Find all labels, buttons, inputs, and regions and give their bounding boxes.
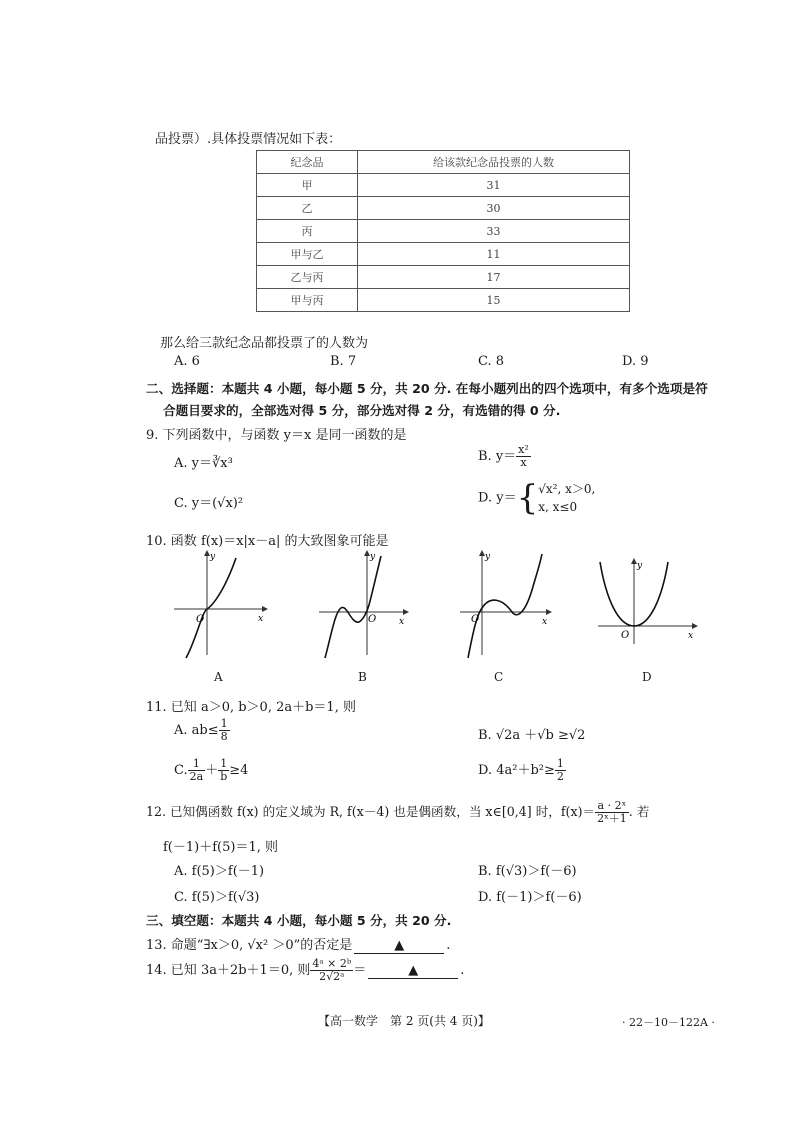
q9-d-case2: x, x≤0 <box>538 500 578 514</box>
q9-option-b <box>478 444 531 469</box>
q11-a-prefix: A. ab≤ <box>174 723 219 738</box>
q8-option-a: A. 6 <box>174 354 200 369</box>
graph-b <box>315 550 415 660</box>
graph-d-label: D <box>642 670 652 684</box>
triangle-marker-icon: ▲ <box>394 938 405 953</box>
q9-option-c: C. y＝(√x)² <box>174 496 244 511</box>
x-axis-label: x <box>399 617 405 627</box>
q11-stem: 11. 已知 a＞0, b＞0, 2a＋b＝1, 则 <box>146 700 356 715</box>
q8-option-b: B. 7 <box>330 354 357 369</box>
table-row <box>257 220 630 243</box>
table-row <box>257 174 630 197</box>
q13-text: 13. 命题“∃x＞0, √x² ＞0”的否定是 <box>146 938 353 953</box>
table-cell: 甲 <box>257 174 358 197</box>
graph-a <box>170 550 270 660</box>
q9-d-case1: √x², x＞0, <box>538 482 596 496</box>
q13 <box>146 934 450 954</box>
q14-num: 4ᵃ × 2ᵇ <box>312 957 352 970</box>
table-cell: 33 <box>358 220 630 243</box>
left-brace-icon: { <box>516 478 539 518</box>
q8-option-d: D. 9 <box>622 354 649 369</box>
q11-d-num: 1 <box>556 757 564 770</box>
q11-c-plus: ＋ <box>205 763 219 778</box>
origin-label: O <box>368 614 377 625</box>
graph-c-label: C <box>494 670 504 684</box>
q11-d-prefix: D. 4a²＋b²≥ <box>478 763 555 778</box>
q11-option-c <box>174 758 248 783</box>
q11-option-b: B. √2a ＋√b ≥√2 <box>478 728 586 743</box>
footer-page-info: 【高一数学 第 2 页(共 4 页)】 <box>318 1014 490 1028</box>
table-header: 给该款纪念品投票的人数 <box>358 151 630 174</box>
q14-den: 2√2ᵃ <box>319 970 345 983</box>
y-axis-label: y <box>637 561 643 571</box>
table-row <box>257 197 630 220</box>
q14-suffix: . <box>460 963 465 978</box>
table-header: 纪念品 <box>257 151 358 174</box>
q14-eq: ＝ <box>353 963 367 978</box>
table-cell: 17 <box>358 266 630 289</box>
table-header-row <box>257 151 630 174</box>
y-axis-label: y <box>485 552 491 562</box>
q11-a-num: 1 <box>220 717 228 730</box>
q11-d-den: 2 <box>556 770 564 783</box>
q11-a-den: 8 <box>220 730 228 743</box>
table-cell: 31 <box>358 174 630 197</box>
q12-den: 2ˣ＋1 <box>597 812 627 825</box>
q11-c-suffix: ≥4 <box>229 763 249 778</box>
x-axis-label: x <box>688 631 694 641</box>
origin-label: O <box>196 614 205 625</box>
table-cell: 丙 <box>257 220 358 243</box>
intro-line: 品投票）.具体投票情况如下表： <box>155 132 342 147</box>
q11-c-fraction1 <box>188 758 206 783</box>
footer-code: · 22－10－122A · <box>622 1016 715 1029</box>
graph-d <box>594 558 704 648</box>
function-curve <box>325 556 381 658</box>
q11-option-a <box>174 718 230 743</box>
q12-stem-text: 12. 已知偶函数 f(x) 的定义域为 R, f(x－4) 也是偶函数，当 x∈[0,4] 时，f(x)＝ <box>146 804 596 819</box>
q14-answer-blank[interactable] <box>368 963 458 979</box>
q11-c-fraction2 <box>218 758 229 783</box>
q11-c-num2: 1 <box>218 758 229 771</box>
x-axis-label: x <box>258 614 264 624</box>
q13-suffix: . <box>446 938 451 953</box>
origin-label: O <box>471 614 480 625</box>
q8-question: 那么给三款纪念品都投票了的人数为 <box>160 336 369 351</box>
q14 <box>146 958 464 983</box>
y-axis-label: y <box>210 552 216 562</box>
q11-c-den1: 2a <box>189 770 204 783</box>
q9-d-prefix: D. y＝ <box>478 490 517 506</box>
table-cell: 乙 <box>257 197 358 220</box>
q9-d-cases <box>538 480 595 516</box>
section2-heading-cont: 合题目要求的，全部选对得 5 分，部分选对得 2 分，有选错的得 0 分. <box>163 403 561 418</box>
q11-a-fraction <box>219 718 230 743</box>
table-cell: 乙与丙 <box>257 266 358 289</box>
q11-c-den2: b <box>220 770 228 783</box>
q12-num: a · 2ˣ <box>595 800 629 813</box>
q9-b-den: x <box>520 456 527 469</box>
origin-label: O <box>621 630 630 641</box>
x-axis-label: x <box>542 617 548 627</box>
q9-b-fraction <box>516 444 531 469</box>
q11-option-d <box>478 758 566 783</box>
x-arrow-icon <box>403 609 409 615</box>
q14-fraction <box>310 958 353 983</box>
table-cell: 15 <box>358 289 630 312</box>
graph-a-label: A <box>214 670 223 684</box>
x-arrow-icon <box>262 606 268 612</box>
table-cell: 11 <box>358 243 630 266</box>
graph-b-label: B <box>358 670 367 684</box>
graph-c <box>456 550 556 660</box>
q9-stem: 9. 下列函数中，与函数 y＝x 是同一函数的是 <box>146 428 407 443</box>
q9-b-prefix: B. y＝ <box>478 449 517 464</box>
table-row <box>257 266 630 289</box>
x-arrow-icon <box>692 623 698 629</box>
q12-option-d: D. f(－1)＞f(－6) <box>478 890 582 905</box>
triangle-marker-icon: ▲ <box>408 963 419 978</box>
q13-answer-blank[interactable] <box>354 938 444 954</box>
q12-condition: f(－1)＋f(5)＝1, 则 <box>163 840 278 855</box>
function-curve <box>186 558 236 658</box>
table-row <box>257 243 630 266</box>
q12-stem <box>146 800 649 825</box>
q12-option-b: B. f(√3)＞f(－6) <box>478 864 577 879</box>
q11-c-num1: 1 <box>188 758 206 771</box>
q11-c-prefix: C. <box>174 763 188 778</box>
table-cell: 甲与丙 <box>257 289 358 312</box>
q11-d-fraction <box>555 758 566 783</box>
q12-option-c: C. f(5)＞f(√3) <box>174 890 260 905</box>
q9-b-num: x² <box>518 443 529 456</box>
q9-option-d <box>478 480 595 516</box>
y-axis-label: y <box>370 552 376 562</box>
q12-fraction <box>595 800 629 825</box>
q10-stem: 10. 函数 f(x)＝x|x－a| 的大致图象可能是 <box>146 534 389 549</box>
q12-stem-end: . 若 <box>628 804 650 819</box>
q8-option-c: C. 8 <box>478 354 505 369</box>
table-cell: 甲与乙 <box>257 243 358 266</box>
table-row <box>257 289 630 312</box>
section3-heading: 三、填空题：本题共 4 小题，每小题 5 分，共 20 分. <box>146 913 452 928</box>
q9-option-a: A. y＝∛x³ <box>174 456 233 471</box>
function-curve <box>468 554 542 658</box>
vote-table <box>256 150 630 312</box>
section2-heading: 二、选择题：本题共 4 小题，每小题 5 分，共 20 分. 在每小题列出的四个选项中，有多个选项是符 <box>146 381 708 396</box>
q14-text: 14. 已知 3a＋2b＋1＝0, 则 <box>146 963 311 978</box>
x-arrow-icon <box>546 609 552 615</box>
q12-option-a: A. f(5)＞f(－1) <box>174 864 265 879</box>
table-cell: 30 <box>358 197 630 220</box>
